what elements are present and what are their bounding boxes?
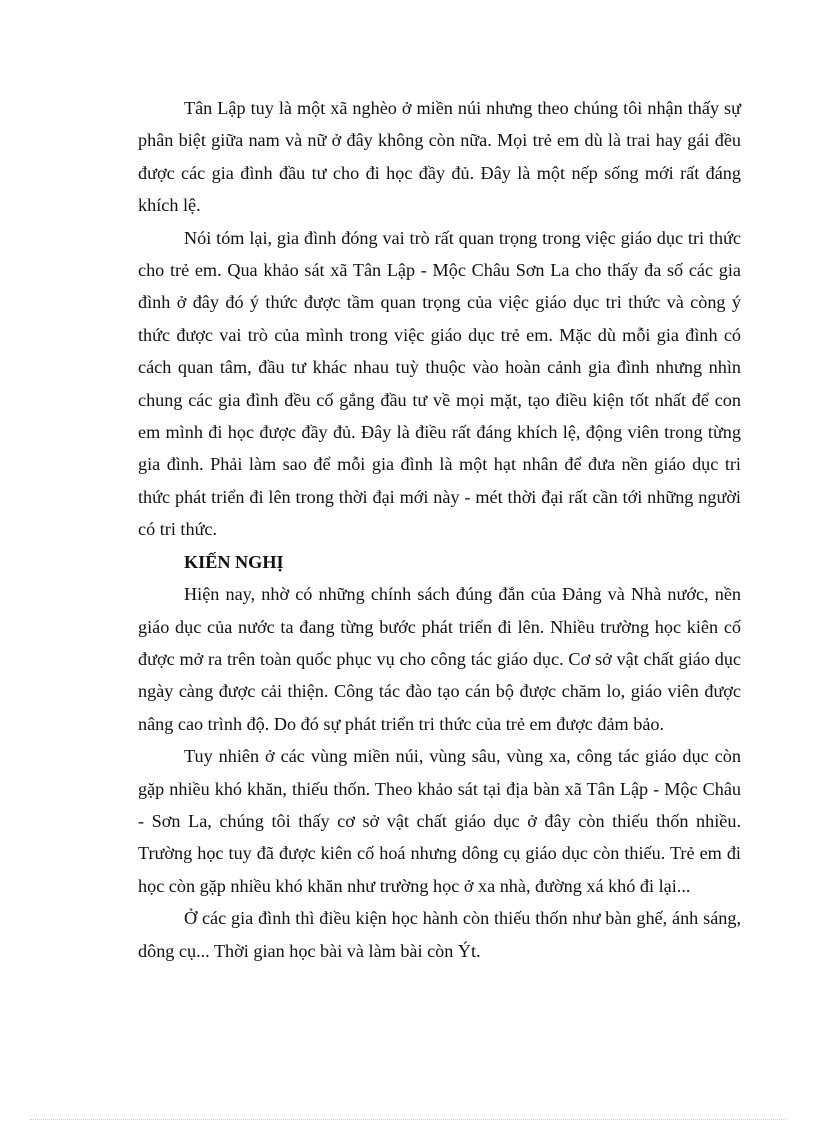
paragraph-summary: Nói tóm lại, gia đình đóng vai trò rất quan trọng trong việc giáo dục tri thức cho trẻ em. Qua khảo sát xã Tân Lập - Mộc Châu Sơn La cho thấy đa số các gia đình ở đây đó ý thức được tầm quan trọng của việc giáo dục tri thức và còng ý thức được vai trò của mình trong việc giáo dục trẻ em. Mặc dù mỗi gia đình có cách quan tâm, đầu tư khác nhau tuỳ thuộc vào hoàn cảnh gia đình nhưng nhìn chung các gia đình đều cố gắng đầu tư về mọi mặt, tạo điều kiện tốt nhất để con em mình đi học được đầy đủ. Đây là điều rất đáng khích lệ, động viên trong từng gia đình. Phải làm sao để mỗi gia đình là một hạt nhân để đưa nền giáo dục tri thức phát triển đi lên trong thời đại mới này - mét thời đại rất cần tới những người có tri thức. xyxy=(138,227,741,540)
page-bottom-divider xyxy=(30,1119,786,1120)
paragraph-family-conditions: Ở các gia đình thì điều kiện học hành còn thiếu thốn như bàn ghế, ánh sáng, dông cụ... Thời gian học bài và làm bài còn Ýt. xyxy=(138,908,741,961)
document-body xyxy=(138,92,741,967)
section-heading-recommendations: KIẾN NGHỊ xyxy=(184,551,284,572)
paragraph-mountain-difficulties: Tuy nhiên ở các vùng miền núi, vùng sâu, vùng xa, công tác giáo dục còn gặp nhiều khó khăn, thiếu thốn. Theo khảo sát tại địa bàn xã Tân Lập - Mộc Châu - Sơn La, chúng tôi thấy cơ sở vật chất giáo dục ở đây còn thiếu thốn nhiều. Trường học tuy đã được kiên cố hoá nhưng dông cụ giáo dục còn thiếu. Trẻ em đi học còn gặp nhiều khó khăn như trường học ở xa nhà, đường xá khó đi lại... xyxy=(138,746,741,896)
paragraph-current-policy: Hiện nay, nhờ có những chính sách đúng đắn của Đảng và Nhà nước, nền giáo dục của nước ta đang từng bước phát triển đi lên. Nhiều trường học kiên cố được mở ra trên toàn quốc phục vụ cho công tác giáo dục. Cơ sở vật chất giáo dục ngày càng được cải thiện. Công tác đào tạo cán bộ được chăm lo, giáo viên được nâng cao trình độ. Do đó sự phát triển tri thức của trẻ em được đảm bảo. xyxy=(138,584,741,734)
paragraph-gender-equality: Tân Lập tuy là một xã nghèo ở miền núi nhưng theo chúng tôi nhận thấy sự phân biệt giữa nam và nữ ở đây không còn nữa. Mọi trẻ em dù là trai hay gái đều được các gia đình đầu tư cho đi học đầy đủ. Đây là một nếp sống mới rất đáng khích lệ. xyxy=(138,98,741,216)
